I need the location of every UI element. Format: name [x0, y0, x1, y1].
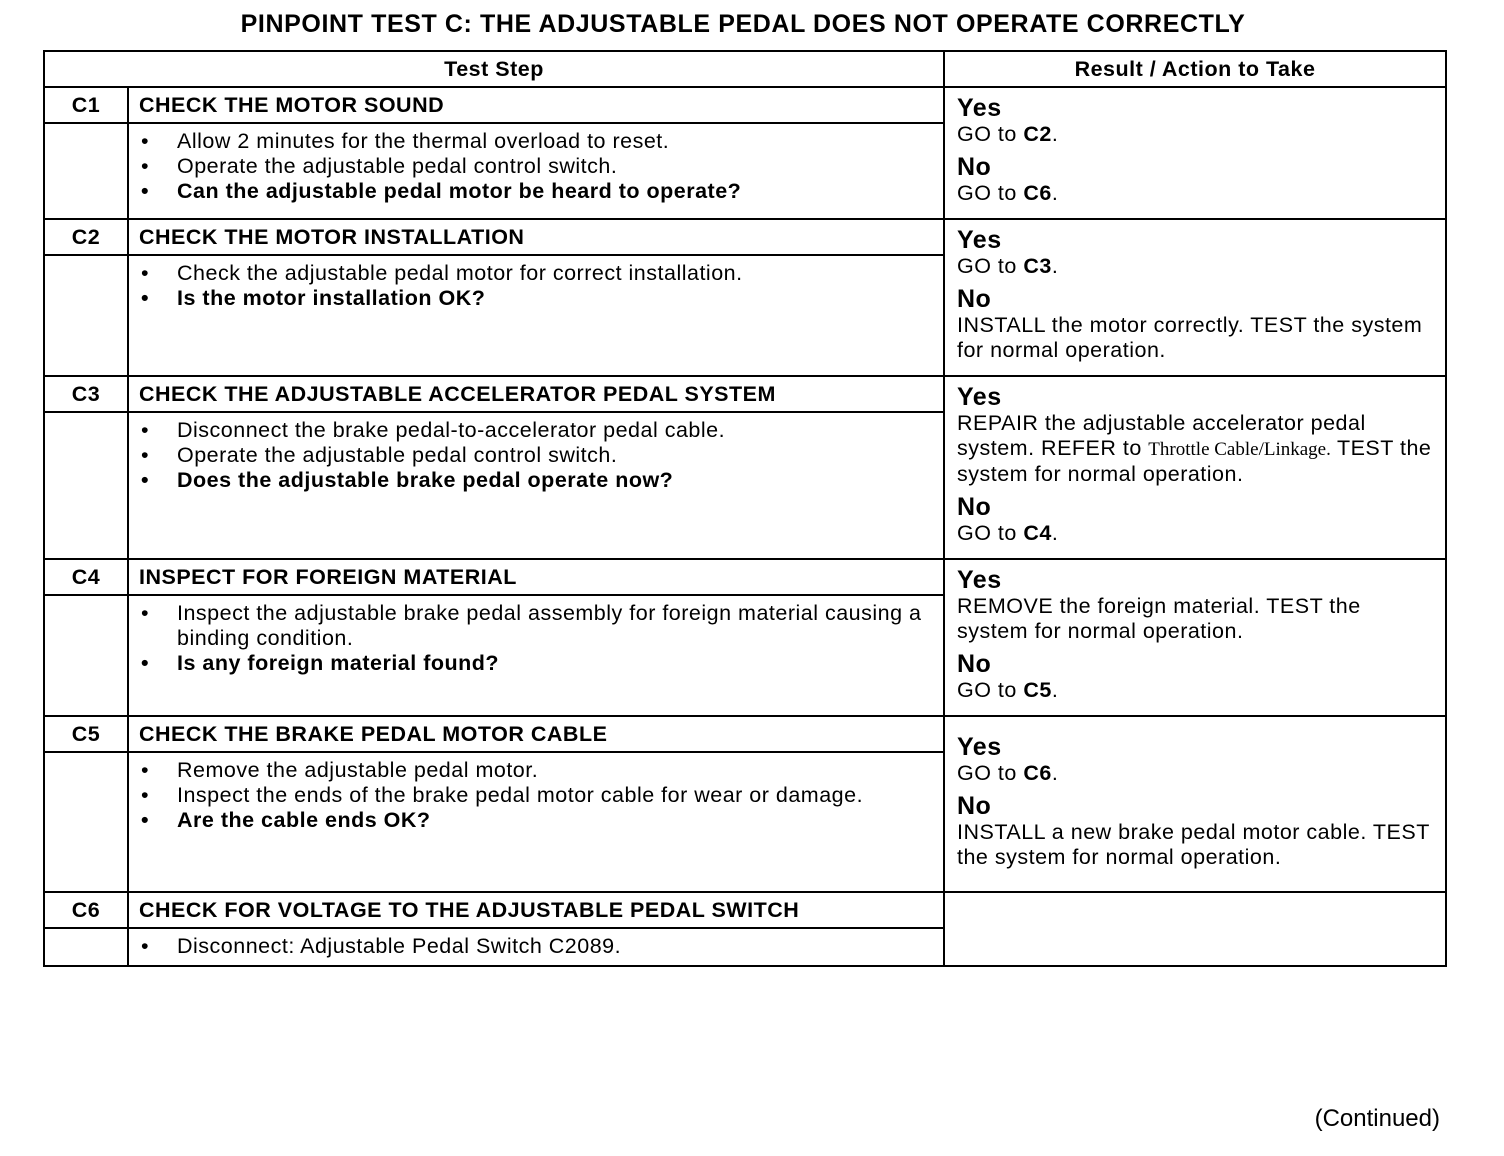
step-title: CHECK THE BRAKE PEDAL MOTOR CABLE [128, 716, 944, 752]
step-id: C5 [44, 716, 128, 752]
step-question: • Are the cable ends OK? [129, 808, 943, 833]
yes-result [957, 94, 1435, 147]
result-text: GO to [957, 678, 1024, 702]
no-label: No [957, 493, 992, 521]
step-title: CHECK FOR VOLTAGE TO THE ADJUSTABLE PEDAL SWITCH [128, 892, 944, 928]
step-question: • Can the adjustable pedal motor be heard to operate? [129, 179, 943, 204]
yes-label: Yes [957, 732, 1002, 761]
yes-label: Yes [957, 566, 1002, 594]
no-result [957, 153, 1435, 206]
no-result [957, 493, 1435, 546]
step-question: • Does the adjustable brake pedal operate now? [129, 468, 943, 493]
step-instructions [128, 255, 944, 376]
step-id: C2 [44, 219, 128, 255]
step-id: C3 [44, 376, 128, 412]
step-id-spacer [44, 928, 128, 966]
result-text: GO to [957, 122, 1024, 146]
step-bullet: • Inspect the ends of the brake pedal motor cable for wear or damage. [129, 783, 943, 808]
step-id-spacer [44, 255, 128, 376]
step-instructions [128, 412, 944, 559]
step-title-row [44, 219, 1446, 255]
pinpoint-test-table [43, 50, 1447, 967]
result-text: . [1051, 181, 1059, 205]
no-label: No [957, 650, 992, 678]
step-title-row [44, 87, 1446, 123]
step-result [944, 219, 1446, 376]
step-bullet: • Operate the adjustable pedal control switch. [129, 154, 943, 179]
result-text: . [1051, 760, 1059, 785]
no-label: No [957, 285, 992, 313]
step-id: C6 [44, 892, 128, 928]
step-id: C4 [44, 559, 128, 595]
step-bullet: • Inspect the adjustable brake pedal assembly for foreign material causing a binding condition. [129, 601, 943, 651]
step-instructions [128, 595, 944, 716]
yes-label: Yes [957, 383, 1002, 411]
yes-label: Yes [957, 226, 1002, 254]
result-text: GO to [957, 254, 1024, 278]
reference-link[interactable]: Throttle Cable/Linkage. [1148, 439, 1331, 460]
no-label: No [957, 153, 992, 181]
step-title: CHECK THE MOTOR INSTALLATION [128, 219, 944, 255]
result-text: REPAIR the adjustable accelerator pedal system. REFER to [957, 411, 1366, 460]
step-id-spacer [44, 412, 128, 559]
step-bullet: • Remove the adjustable pedal motor. [129, 758, 943, 783]
result-text: . [1051, 254, 1059, 278]
yes-result [957, 383, 1435, 487]
no-result [957, 285, 1435, 363]
step-id-spacer [44, 595, 128, 716]
step-result [944, 892, 1446, 966]
step-bullet: • Allow 2 minutes for the thermal overload to reset. [129, 129, 943, 154]
result-text: GO to [957, 760, 1024, 785]
step-result [944, 87, 1446, 219]
step-result [944, 376, 1446, 559]
result-text: GO to [957, 181, 1024, 205]
no-result [957, 792, 1435, 870]
yes-result [957, 733, 1435, 786]
step-title-row [44, 892, 1446, 928]
result-text: . [1051, 678, 1059, 702]
step-question: • Is any foreign material found? [129, 651, 943, 676]
goto-step-link[interactable]: C4 [1023, 521, 1052, 545]
no-result [957, 650, 1435, 703]
step-result [944, 716, 1446, 892]
result-text: REMOVE the foreign material. TEST the system for normal operation. [957, 594, 1361, 643]
result-text: . [1051, 122, 1059, 146]
table-header-row [44, 51, 1446, 87]
goto-step-link[interactable]: C6 [1023, 760, 1052, 785]
step-title-row [44, 716, 1446, 752]
yes-result [957, 226, 1435, 279]
step-instructions [128, 123, 944, 219]
step-instructions [128, 928, 944, 966]
step-title: CHECK THE ADJUSTABLE ACCELERATOR PEDAL SYSTEM [128, 376, 944, 412]
step-id-spacer [44, 123, 128, 219]
result-text: INSTALL a new brake pedal motor cable. TEST the system for normal operation. [957, 819, 1430, 869]
step-title: INSPECT FOR FOREIGN MATERIAL [128, 559, 944, 595]
step-id-spacer [44, 752, 128, 892]
step-id: C1 [44, 87, 128, 123]
step-bullet: • Disconnect: Adjustable Pedal Switch C2089. [129, 934, 943, 959]
header-result: Result / Action to Take [944, 51, 1446, 87]
result-text: INSTALL the motor correctly. TEST the system for normal operation. [957, 313, 1423, 362]
step-title-row [44, 376, 1446, 412]
step-bullet: • Operate the adjustable pedal control switch. [129, 443, 943, 468]
step-bullet: • Disconnect the brake pedal-to-accelerator pedal cable. [129, 418, 943, 443]
result-text: TEST the system for normal operation. [957, 436, 1432, 486]
page-title: PINPOINT TEST C: THE ADJUSTABLE PEDAL DOES NOT OPERATE CORRECTLY [240, 10, 1246, 38]
yes-label: Yes [957, 94, 1002, 122]
result-text: . [1051, 521, 1059, 545]
step-instructions [128, 752, 944, 892]
step-result [944, 559, 1446, 716]
no-label: No [957, 791, 992, 820]
step-title-row [44, 559, 1446, 595]
yes-result [957, 566, 1435, 644]
goto-step-link[interactable]: C2 [1023, 122, 1052, 146]
goto-step-link[interactable]: C6 [1023, 181, 1052, 205]
result-text: GO to [957, 521, 1024, 545]
step-question: • Is the motor installation OK? [129, 286, 943, 311]
step-bullet: • Check the adjustable pedal motor for correct installation. [129, 261, 943, 286]
continued-note: (Continued) [1314, 1105, 1440, 1132]
header-test-step: Test Step [44, 51, 944, 87]
goto-step-link[interactable]: C5 [1023, 678, 1052, 702]
goto-step-link[interactable]: C3 [1023, 254, 1052, 278]
step-title: CHECK THE MOTOR SOUND [128, 87, 944, 123]
